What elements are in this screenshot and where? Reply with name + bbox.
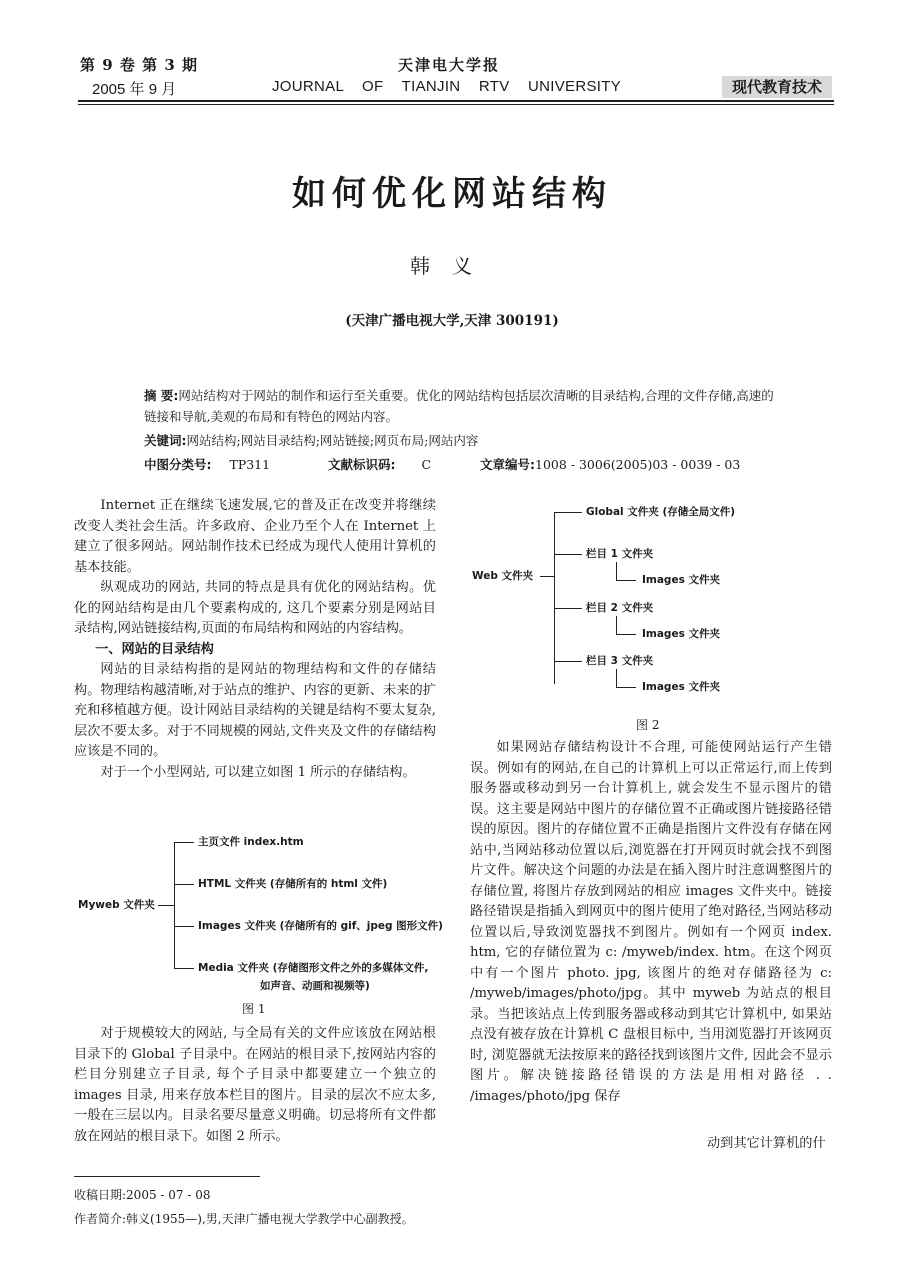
tree-branch (174, 926, 194, 927)
tree-root-label: Myweb 文件夹 (78, 899, 155, 911)
section-label: 现代教育技术 (722, 76, 832, 98)
paragraph: 对于一个小型网站, 可以建立如图 1 所示的存储结构。 (100, 764, 416, 780)
tree-branch (554, 608, 582, 609)
paragraph: 如果网站存储结构设计不合理, 可能使网站运行产生错误。例如有的网站,在自己的计算机上可以正常运行,而上传到服务器或移动到另一台计算机上, 就会发生不显示图片的错误。这主要是网站中图片的存储位置不正确或图片链接路径错误的原因。图片的存储位置不正确是指图片文件没有存储在网站中,当网站移动位置以后,浏览器在打开网页时就会找不到图片文件。解决这个问题的办法是在插入图片时注意调整图片的存储位置, 将图片存放到网站的相应 images 文件夹中。链接路径错误是指插入到网页中的图片使用了绝对路径,当网站移动位置以后,导致浏览器找不到图片。例如有一个网页 index. htm, 它的存储位置为 c: /myweb/index. htm。在这个网页中有一个图片 photo. jpg, 该图片的绝对存储路径为 c: /myweb/images/photo/jpg。其中 myweb 为站点的根目录。当把该站点上传到服务器或移动到其它计算机中, 如果站点没有被存放在计算机 C 盘根目标中, 当用浏览器打开该网页时, 浏览器就无法按原来的路径找到该图片文件, 因此会不显示图片。解决链接路径错误的方法是用相对路径 . . /images/photo/jpg 保存 (470, 740, 832, 1104)
keywords-label: 关键词: (144, 433, 187, 448)
left-column-bottom (74, 1024, 436, 1147)
tree-trunk (174, 842, 175, 968)
doc-code-line (328, 455, 431, 473)
section-heading: 一、网站的目录结构 (95, 641, 214, 657)
journal-name-cn: 天津电大学报 (398, 56, 501, 74)
paragraph: 网站的目录结构指的是网站的物理结构和文件的存储结构。物理结构越清晰,对于站点的维护、内容的更新、未来的扩充和移植越方便。设计网站目录结构的关键是结构不要太复杂,层次不要太多。对于不同规模的网站,文件夹及文件的存储结构应该是不同的。 (74, 662, 436, 759)
tree-node: 栏目 3 文件夹 (586, 655, 654, 667)
abstract (144, 385, 774, 427)
article-number-line (480, 455, 740, 473)
journal-date: 2005 年 9 月 (92, 81, 177, 98)
tree-branch (554, 512, 582, 513)
abstract-text: 网站结构对于网站的制作和运行至关重要。优化的网站结构包括层次清晰的目录结构,合理的文件存储,高速的链接和导航,美观的布局和有特色的网站内容。 (144, 388, 774, 424)
article-number-value: 1008 - 3006(2005)03 - 0039 - 03 (535, 457, 741, 472)
subtree-line (616, 634, 636, 635)
clc-line (144, 455, 270, 473)
tree-root-label: Web 文件夹 (472, 570, 534, 582)
clc-label: 中图分类号: (144, 457, 212, 472)
tree-branch (174, 884, 194, 885)
tree-node: 栏目 2 文件夹 (586, 602, 654, 614)
tree-node: Global 文件夹 (存储全局文件) (586, 506, 736, 518)
tree-subnode: Images 文件夹 (642, 628, 720, 640)
subtree-line (616, 669, 617, 687)
header-rule-thin (78, 104, 834, 105)
tree-branch (554, 554, 582, 555)
right-column (470, 738, 832, 1107)
tree-node: Images 文件夹 (存储所有的 gif、jpeg 图形文件) (198, 920, 443, 932)
tree-branch (554, 661, 582, 662)
received-date: 收稿日期:2005 - 07 - 08 (74, 1188, 211, 1202)
keywords-text: 网站结构;网站目录结构;网站链接;网页布局;网站内容 (186, 433, 479, 448)
figure-2-caption: 图 2 (636, 718, 660, 732)
tree-node: 主页文件 index.htm (198, 836, 304, 848)
tree-subnode: Images 文件夹 (642, 681, 720, 693)
keywords (144, 430, 774, 451)
right-column-tail: 动到其它计算机的什 (707, 1136, 826, 1151)
tree-root-branch (158, 905, 174, 906)
tree-branch (174, 842, 194, 843)
footnote-rule (74, 1176, 260, 1177)
paper-title: 如何优化网站结构 (292, 174, 612, 214)
paragraph: Internet 正在继续飞速发展,它的普及正在改变并将继续改变人类社会生活。许多政府、企业乃至个人在 Internet 上建立了很多网站。网站制作技术已经成为现代人使用计算机的基本技能。 (74, 498, 436, 575)
subtree-line (616, 616, 617, 634)
tree-node: 栏目 1 文件夹 (586, 548, 654, 560)
tree-node-continued: 如声音、动画和视频等) (260, 980, 370, 992)
subtree-line (616, 687, 636, 688)
journal-name-en: JOURNAL OF TIANJIN RTV UNIVERSITY (272, 78, 621, 95)
tree-trunk (554, 512, 555, 684)
paragraph: 纵观成功的网站, 共同的特点是具有优化的网站结构。优化的网站结构是由几个要素构成的, 这几个要素分别是网站目录结构,网站链接结构,页面的布局结构和网站的内容结构。 (74, 580, 436, 636)
figure-1 (74, 830, 443, 1020)
doc-code-value: C (421, 457, 432, 472)
tree-node: Media 文件夹 (存储图形文件之外的多媒体文件, (198, 962, 429, 974)
subtree-line (616, 562, 617, 580)
left-column-top (74, 496, 436, 783)
tree-subnode: Images 文件夹 (642, 574, 720, 586)
tree-node: HTML 文件夹 (存储所有的 html 文件) (198, 878, 388, 890)
tree-branch (174, 968, 194, 969)
paper-author: 韩义 (410, 254, 494, 278)
author-bio: 作者简介:韩义(1955—),男,天津广播电视大学教学中心副教授。 (74, 1212, 414, 1226)
author-affiliation: (天津广播电视大学,天津 300191) (345, 313, 559, 329)
figure-1-caption: 图 1 (242, 1002, 266, 1016)
doc-code-label: 文献标识码: (328, 457, 396, 472)
tree-root-branch (540, 576, 554, 577)
abstract-label: 摘 要: (144, 388, 179, 403)
subtree-line (616, 580, 636, 581)
journal-volume-issue: 第 9 卷 第 3 期 (80, 56, 198, 74)
clc-value: TP311 (229, 457, 271, 472)
article-number-label: 文章编号: (480, 457, 535, 472)
figure-2 (470, 498, 836, 698)
paragraph: 对于规模较大的网站, 与全局有关的文件应该放在网站根目录下的 Global 子目录中。在网站的根目录下,按网站内容的栏目分别建立子目录, 每个子目录中都要建立一个独立的 images 目录, 用来存放本栏目的图片。目录的层次不应太多,一般在三层以内。目录名要尽量意义明确。切忌将所有文件都放在网站的根目录下。如图 2 所示。 (74, 1026, 436, 1144)
header-rule (78, 100, 834, 102)
